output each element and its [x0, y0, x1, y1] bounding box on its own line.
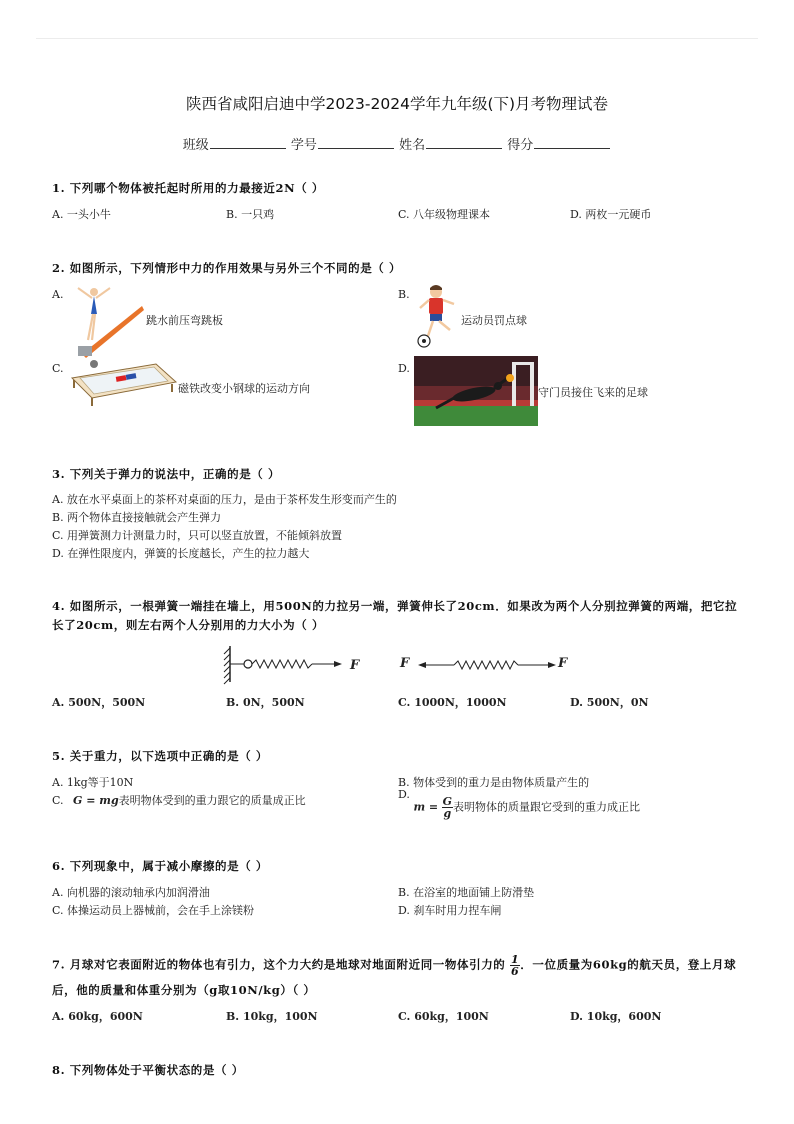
score-blank[interactable]: [534, 137, 610, 149]
q7-stem-pre: 7. 月球对它表面附近的物体也有引力，这个力大约是地球对地面附近同一物体引力的: [52, 957, 506, 972]
q6-option-c: C. 体操运动员上器械前，会在手上涂镁粉: [52, 904, 255, 917]
q7-stem-line1: [52, 954, 736, 977]
q5-option-d-lhs: m =: [413, 800, 439, 814]
q2-option-d-label: D.: [398, 362, 410, 375]
q7-option-c: C. 60kg，100N: [398, 1010, 489, 1023]
q2-option-c-caption: 磁铁改变小钢球的运动方向: [178, 382, 310, 395]
q2-option-b-caption: 运动员罚点球: [461, 314, 527, 327]
q5-option-d-fraction: [442, 796, 453, 819]
q5-option-d: [398, 788, 640, 819]
q4-option-b: B. 0N，500N: [226, 696, 305, 709]
q1-option-b: B. 一只鸡: [226, 208, 275, 221]
q6-option-d: D. 刹车时用力捏车闸: [398, 904, 502, 917]
page-title: 陕西省咸阳启迪中学2023-2024学年九年级(下)月考物理试卷: [185, 95, 609, 113]
q5-option-c-label: C.: [52, 794, 64, 807]
id-blank[interactable]: [318, 137, 394, 149]
q7-option-a: A. 60kg，600N: [52, 1010, 143, 1023]
q6-stem: 6. 下列现象中，属于减小摩擦的是（ ）: [52, 859, 269, 873]
q2-option-d-caption: 守门员接住飞来的足球: [538, 386, 648, 399]
q1-stem: 1. 下列哪个物体被托起时所用的力最接近2N（ ）: [52, 181, 325, 195]
q7-fraction: [510, 954, 520, 977]
q7-option-b: B. 10kg，100N: [226, 1010, 318, 1023]
q4-force-single: F: [350, 658, 360, 673]
q7-stem-post: ．一位质量为60kg的航天员，登上月球: [520, 957, 737, 972]
q5-option-d-label: D.: [398, 788, 410, 801]
q5-option-a: A. 1kg等于10N: [52, 776, 134, 789]
q5-option-c-text: 表明物体受到的重力跟它的质量成正比: [118, 794, 306, 807]
q1-option-a: A. 一头小牛: [52, 208, 111, 221]
q3-option-b: B. 两个物体直接接触就会产生弹力: [52, 511, 222, 524]
q3-option-a: A. 放在水平桌面上的茶杯对桌面的压力，是由于茶杯发生形变而产生的: [52, 493, 397, 506]
score-label: 得分: [507, 138, 534, 153]
q1-option-d: D. 两枚一元硬币: [570, 208, 652, 221]
q5-option-d-denominator: g: [443, 807, 452, 820]
q7-option-d: D. 10kg，600N: [570, 1010, 662, 1023]
wall-spring-diagram: [224, 644, 344, 684]
q2-option-b-label: B.: [398, 288, 410, 301]
q2-stem: 2. 如图所示，下列情形中力的作用效果与另外三个不同的是（ ）: [52, 261, 402, 275]
q2-option-a-caption: 跳水前压弯跳板: [146, 314, 223, 327]
q5-option-b: B. 物体受到的重力是由物体质量产生的: [398, 776, 590, 789]
q4-option-a: A. 500N，500N: [52, 696, 146, 709]
q8-stem: 8. 下列物体处于平衡状态的是（ ）: [52, 1063, 244, 1077]
name-blank[interactable]: [426, 137, 502, 149]
q5-option-d-numerator: G: [442, 795, 453, 808]
class-label: 班级: [182, 138, 209, 153]
q4-force-right: F: [558, 656, 568, 671]
q1-option-c: C. 八年级物理课本: [398, 208, 491, 221]
q5-stem: 5. 关于重力，以下选项中正确的是（ ）: [52, 749, 269, 763]
magnet-ball-table-illustration: [66, 356, 178, 406]
q3-option-c: C. 用弹簧测力计测量力时，只可以竖直放置，不能倾斜放置: [52, 529, 343, 542]
id-label: 学号: [290, 138, 317, 153]
q2-option-a-label: A.: [52, 288, 64, 301]
q4-option-c: C. 1000N，1000N: [398, 696, 507, 709]
header-rule: [36, 38, 758, 39]
student-info-line: [0, 134, 794, 153]
q7-fraction-denominator: 6: [511, 965, 520, 978]
q7-fraction-numerator: 1: [511, 953, 520, 966]
q4-force-left: F: [400, 656, 410, 671]
q3-stem: 3. 下列关于弹力的说法中，正确的是（ ）: [52, 467, 281, 481]
soccer-kicker-illustration: [412, 284, 462, 348]
q3-option-d: D. 在弹性限度内，弹簧的长度越长，产生的拉力越大: [52, 547, 310, 560]
goalkeeper-photo: [414, 356, 538, 426]
diver-springboard-illustration: [64, 282, 146, 362]
two-person-spring-diagram: [418, 654, 556, 676]
q4-option-d: D. 500N，0N: [570, 696, 649, 709]
q5-option-d-text: 表明物体的质量跟它受到的重力成正比: [453, 800, 641, 814]
q6-option-b: B. 在浴室的地面铺上防滑垫: [398, 886, 535, 899]
name-label: 姓名: [399, 138, 426, 153]
q5-option-c-formula: G = mg: [73, 794, 119, 807]
q4-stem-line2: 长了20cm，则左右两个人分别用的力大小为（ ）: [52, 618, 325, 632]
q2-option-c-label: C.: [52, 362, 64, 375]
q7-stem-line2: 后，他的质量和体重分别为（g取10N/kg）（ ）: [52, 983, 316, 997]
q5-option-c: [52, 792, 306, 808]
q6-option-a: A. 向机器的滚动轴承内加润滑油: [52, 886, 210, 899]
class-blank[interactable]: [210, 137, 286, 149]
q4-stem-line1: 4. 如图所示，一根弹簧一端挂在墙上，用500N的力拉另一端，弹簧伸长了20cm．如果改为两个人分别拉弹簧的两端，把它拉: [52, 599, 738, 613]
